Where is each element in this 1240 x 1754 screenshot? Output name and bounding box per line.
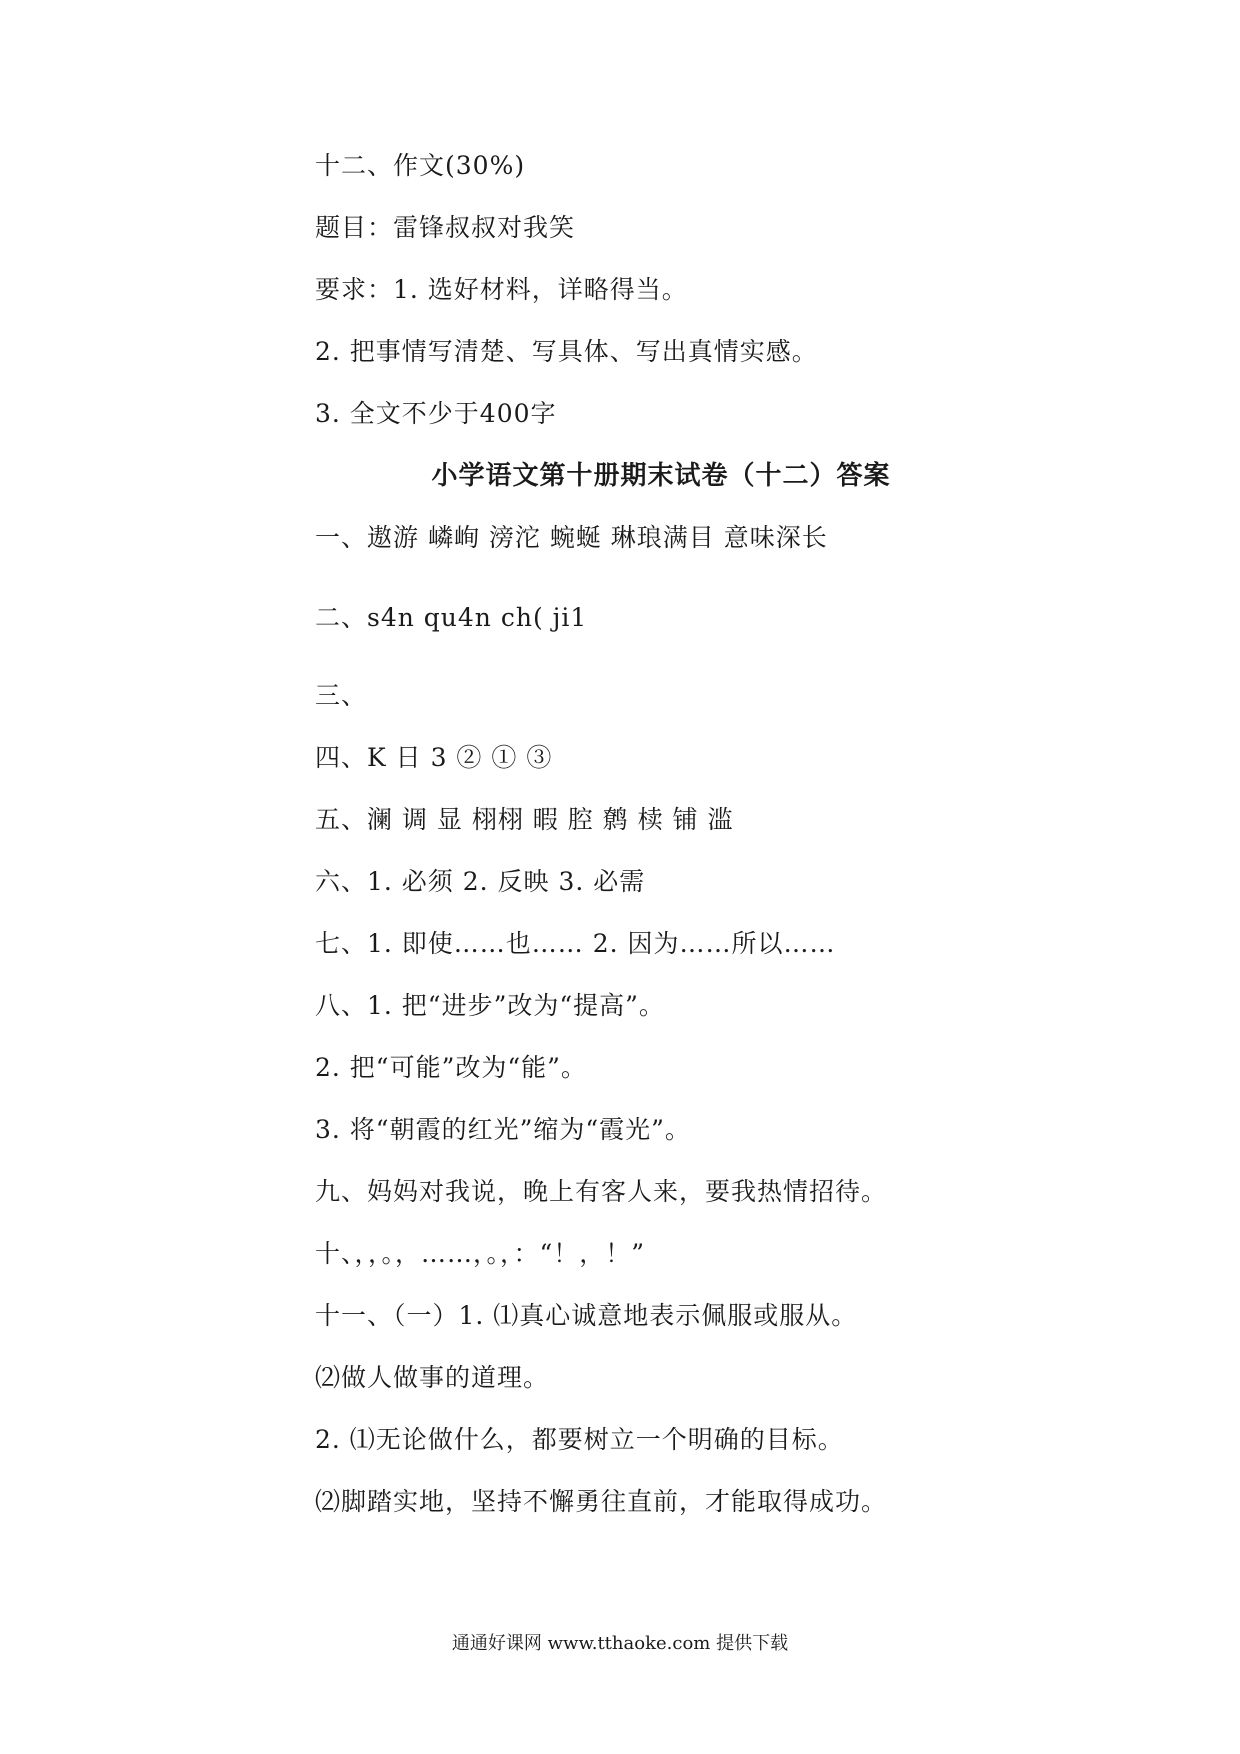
essay-topic: 题目：雷锋叔叔对我笑 (315, 213, 576, 242)
answer-line: 2. ⑴无论做什么，都要树立一个明确的目标。 (315, 1425, 844, 1454)
answer-line: 3. 将“朝霞的红光”缩为“霞光”。 (315, 1115, 691, 1144)
answer-line: 九、妈妈对我说，晚上有客人来，要我热情招待。 (315, 1177, 888, 1206)
answer-line: 五、澜 调 显 栩栩 暇 腔 鹩 椟 铺 滥 (315, 805, 734, 834)
essay-requirement-1: 要求：1. 选好材料，详略得当。 (315, 275, 688, 304)
answers-title: 小学语文第十册期末试卷（十二）答案 (431, 461, 891, 491)
essay-requirement-2: 2. 把事情写清楚、写具体、写出真情实感。 (315, 337, 818, 366)
answer-line: 八、1. 把“进步”改为“提高”。 (315, 991, 665, 1020)
answer-line: 一、遨游 嶙峋 滂沱 蜿蜒 琳琅满目 意味深长 (315, 523, 828, 552)
answer-line: 十、，，。，……，。，：“！，！” (315, 1239, 646, 1268)
answer-line: 四、K 日 3 ② ① ③ (315, 743, 553, 772)
answer-line: 六、1. 必须 2. 反映 3. 必需 (315, 867, 646, 896)
essay-requirement-3: 3. 全文不少于400字 (315, 399, 557, 428)
essay-heading: 十二、作文(30%) (315, 151, 526, 180)
answer-line: 七、1. 即使……也…… 2. 因为……所以…… (315, 929, 836, 958)
answer-line: ⑵做人做事的道理。 (315, 1363, 550, 1392)
answer-line: 2. 把“可能”改为“能”。 (315, 1053, 587, 1082)
answer-line: ⑵脚踏实地，坚持不懈勇往直前，才能取得成功。 (315, 1487, 888, 1516)
answer-line: 三、 (315, 681, 368, 710)
page-footer: 通通好课网 www.tthaoke.com 提供下载 (451, 1633, 789, 1654)
answer-line: 十一、（一）1. ⑴真心诚意地表示佩服或服从。 (315, 1301, 858, 1330)
answer-line: 二、s4n qu4n ch( ji1 (315, 603, 588, 632)
